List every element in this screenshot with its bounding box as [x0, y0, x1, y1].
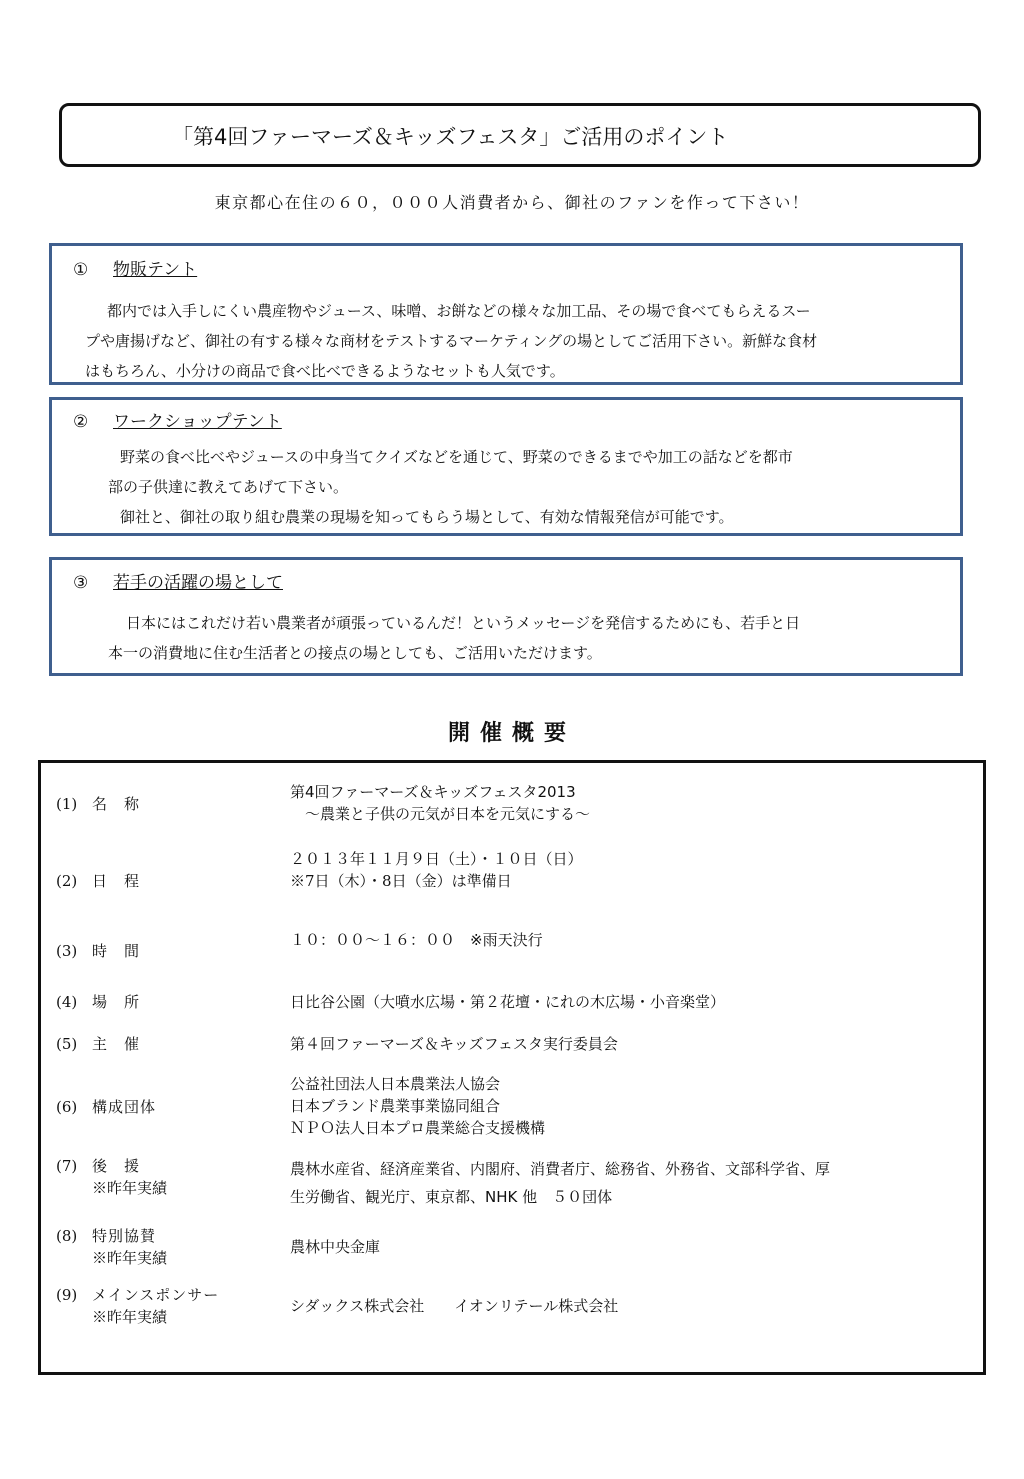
row-note: ※昨年実績 [92, 1308, 168, 1326]
overview-row-value [290, 848, 583, 892]
point-label: 若手の活躍の場として [113, 573, 283, 593]
row-label-text: 時 間 [92, 942, 141, 960]
row-number: (9) [56, 1286, 78, 1304]
row-value-line: 日本ブランド農業事業協同組合 [290, 1097, 501, 1115]
row-label-text: 構成団体 [92, 1098, 157, 1116]
row-value-line: 農林水産省、経済産業省、内閣府、消費者庁、総務省、外務省、文部科学省、厚 [290, 1160, 831, 1178]
overview-row-label [56, 1284, 219, 1328]
point-text-line: 本一の消費地に住む生活者との接点の場としても、ご活用いただけます。 [108, 644, 602, 662]
point-text-line: 日本にはこれだけ若い農業者が頑張っているんだ！というメッセージを発信するためにも、若手と日 [126, 614, 801, 632]
row-note: ※昨年実績 [92, 1179, 168, 1197]
row-value-line: 農林中央金庫 [290, 1238, 381, 1256]
row-label-text: 特別協賛 [92, 1227, 157, 1245]
row-value-line: 日比谷公園（大噴水広場・第２花壇・にれの木広場・小音楽堂） [290, 993, 726, 1011]
row-number: (5) [56, 1035, 78, 1053]
point-text-line: はもちろん、小分けの商品で食べ比べできるようなセットも人気です。 [85, 362, 565, 380]
row-value-line: 生労働省、観光庁、東京都、NHK 他 ５０団体 [290, 1188, 613, 1206]
overview-row-label [56, 793, 140, 815]
overview-row-label [56, 1033, 140, 1055]
row-number: (4) [56, 993, 78, 1011]
row-value-line: 第４回ファーマーズ＆キッズフェスタ実行委員会 [290, 1035, 618, 1053]
page-title: 「第4回ファーマーズ＆キッズフェスタ」ご活用のポイント [172, 125, 729, 149]
point-number: ② [73, 412, 89, 432]
row-label-text: 日 程 [92, 872, 141, 890]
row-value-line: シダックス株式会社 イオンリテール株式会社 [290, 1297, 619, 1315]
row-label-text: 名 称 [92, 795, 141, 813]
overview-row-value [290, 1236, 380, 1258]
point-box-young-farmers [49, 557, 963, 676]
point-text-line: 野菜の食べ比べやジュースの中身当てクイズなどを通じて、野菜のできるまでや加工の話などを都市 [120, 448, 793, 466]
row-label-text: 場 所 [92, 993, 141, 1011]
row-value-line: ※7日（木）・8日（金）は準備日 [290, 872, 512, 890]
subtitle: 東京都心在住の６０，０００人消費者から、御社のファンを作って下さい！ [214, 193, 810, 212]
point-label: ワークショップテント [113, 412, 282, 432]
overview-row-value [290, 1073, 545, 1139]
row-label-text: 後 援 [92, 1157, 141, 1175]
row-value-line: ２０１３年１１月９日（土）・１０日（日） [290, 850, 583, 868]
point-box-sales-tent [49, 243, 963, 385]
point-description [108, 608, 800, 668]
point-text-line: 部の子供達に教えてあげて下さい。 [108, 478, 349, 496]
row-value-line: 公益社団法人日本農業法人協会 [290, 1075, 501, 1093]
overview-table [38, 760, 986, 1375]
point-heading [73, 407, 282, 432]
point-description [85, 296, 817, 386]
overview-row-value [290, 929, 543, 951]
overview-row-label [56, 1155, 167, 1199]
row-label-text: 主 催 [92, 1035, 141, 1053]
row-value-line: ＮＰＯ法人日本プロ農業総合支援機構 [290, 1119, 546, 1137]
row-value-line: １０：００～１６：００ ※雨天決行 [290, 931, 543, 949]
point-heading [73, 255, 197, 280]
overview-row-label [56, 1096, 156, 1118]
point-heading [73, 568, 283, 593]
row-number: (6) [56, 1098, 78, 1116]
point-box-workshop-tent [49, 397, 963, 536]
overview-row-value [290, 1033, 618, 1055]
overview-title: 開催概要 [447, 721, 576, 746]
row-number: (2) [56, 872, 78, 890]
overview-row-value [290, 1155, 830, 1211]
overview-row-label [56, 991, 140, 1013]
overview-row-label [56, 1225, 167, 1269]
overview-row-label [56, 940, 140, 962]
row-number: (1) [56, 795, 78, 813]
overview-row-label [56, 870, 140, 892]
point-text-line: 都内では入手しにくい農産物やジュース、味噌、お餅などの様々な加工品、その場で食べてもらえるスー [107, 302, 811, 320]
row-label-text: メインスポンサー [92, 1286, 220, 1304]
point-number: ③ [73, 573, 89, 593]
row-number: (3) [56, 942, 78, 960]
overview-row-value [290, 781, 590, 825]
row-number: (8) [56, 1227, 78, 1245]
point-text-line: 御社と、御社の取り組む農業の現場を知ってもらう場として、有効な情報発信が可能です。 [120, 508, 734, 526]
row-value-line: ～農業と子供の元気が日本を元気にする～ [290, 805, 591, 823]
row-note: ※昨年実績 [92, 1249, 168, 1267]
title-box [59, 103, 981, 167]
point-text-line: プや唐揚げなど、御社の有する様々な商材をテストするマーケティングの場としてご活用下さい。新鮮な食材 [85, 332, 818, 350]
point-description [108, 442, 793, 532]
overview-row-value [290, 1295, 618, 1317]
point-label: 物販テント [113, 260, 198, 280]
row-value-line: 第4回ファーマーズ＆キッズフェスタ2013 [290, 783, 576, 801]
row-number: (7) [56, 1157, 78, 1175]
point-number: ① [73, 260, 89, 280]
overview-row-value [290, 991, 725, 1013]
